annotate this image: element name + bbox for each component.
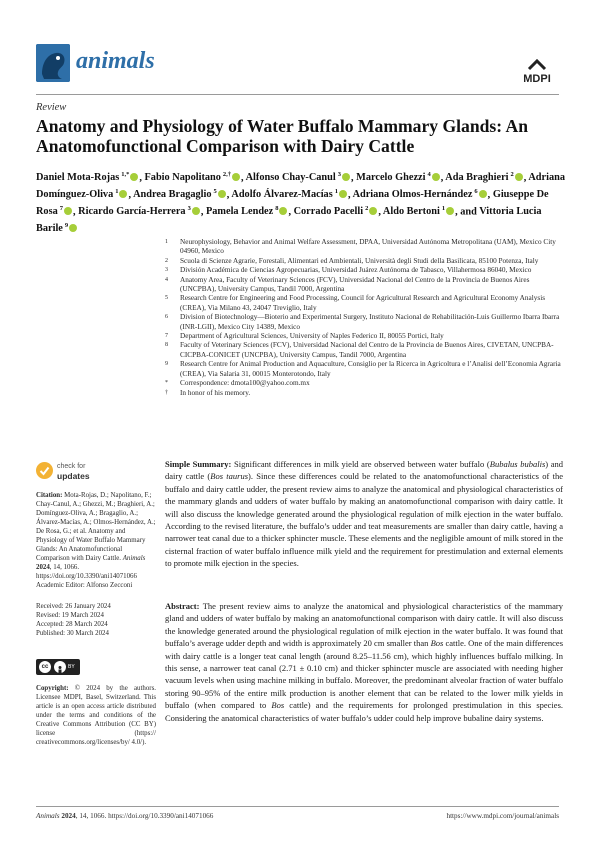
footer-citation — [36, 812, 213, 820]
affiliation-item — [165, 341, 563, 360]
citation-journal: Animals — [122, 555, 146, 562]
affiliation-item — [165, 266, 563, 275]
article-title: Anatomy and Physiology of Water Buffalo Mammary Glands: An Anatomofunctional Comparison with Dairy Cattle — [36, 116, 529, 156]
affiliation-item — [165, 294, 563, 313]
author-affiliation-mark: 3 — [187, 204, 191, 212]
author-name: Vittoria Lucia Barile — [36, 206, 542, 235]
journal-logo-icon — [36, 44, 70, 82]
author — [294, 206, 379, 217]
author-name: Adolfo Álvarez-Macías — [231, 189, 333, 201]
affiliation-text: Anatomy Area, Faculty of Veterinary Sciences (FCV), Universidad Nacional del Centro de la Provincia de Buenos Aires (UNCPBA), University Campus, Tandil 7000, Argentina — [180, 275, 530, 294]
affiliation-item — [165, 379, 563, 388]
person-icon — [54, 661, 66, 673]
author-affiliation-mark: 9 — [64, 221, 69, 229]
affiliation-number: * — [165, 380, 168, 387]
author-name: Pamela Lendez — [205, 206, 274, 218]
author — [383, 206, 455, 217]
author-name: Daniel Mota-Rojas — [36, 172, 120, 184]
simple-summary-text: ) and dairy cattle ( — [165, 459, 563, 482]
orcid-icon[interactable] — [119, 190, 127, 198]
footer-divider — [36, 806, 559, 807]
affiliation-number: 3 — [165, 267, 168, 274]
affiliation-list — [165, 238, 563, 398]
affiliation-text: Research Centre for Animal Production and Aquaculture, Consiglio per la Ricerca in Agricoltura e l’Analisi dell’Economia Agraria (CREA), Via Salaria 31, 00015 Monterotondo, Italy — [180, 360, 561, 378]
simple-summary-text: ). Since these differences could be related to the anatomofunctional characteristics of the buffalo and dairy cattle udder, the present review aims to analyze the anatomical and physiological characteristics of the mammary glands and udders of water buffalo by making an anatomofunctional comparison with dairy cattle. It will also discuss the knowledge generated around the physiological regulation of milk ejection in the water buffalo. According to the revised literature, the buffalo’s udder and teat measurements are smaller than dairy cattle, having a narrower teat canal due to a thicker sphincter muscle. These elements and the negligible amount of milk stored in the cisternal fraction of water buffalo influence milk yield and the requirement for prestimulation and external elements to promote milk ejection in the species. — [165, 471, 563, 569]
affiliation-number: 4 — [165, 276, 168, 283]
orcid-icon[interactable] — [130, 173, 138, 181]
author — [246, 172, 351, 183]
orcid-icon[interactable] — [69, 224, 77, 232]
author — [445, 172, 523, 183]
author-name: Marcelo Ghezzi — [356, 172, 426, 184]
footer-doi-link[interactable]: , 14, 1066. https://doi.org/10.3390/ani14071066 — [75, 812, 214, 820]
simple-summary — [165, 458, 563, 570]
author-affiliation-mark: 3 — [337, 171, 341, 178]
abstract-text: The present review aims to analyze the anatomical and physiological characteristics of the mammary gland and udders of water buffalo by making an anatomofunctional comparison with dairy cattle. It will also discuss the knowledge generated around the physiological regulation of milk ejection in the water buffalo. It was found that buffalo’s average udder depth and width is approximately 20 cm smaller than — [165, 601, 563, 649]
footer-journal-link[interactable]: https://www.mdpi.com/journal/animals — [446, 812, 559, 820]
author-affiliation-mark: 2 — [510, 171, 514, 178]
author-name: Giuseppe De Rosa — [36, 189, 549, 218]
simple-summary-text: Significant differences in milk yield are observed between water buffalo ( — [231, 459, 490, 469]
orcid-icon[interactable] — [339, 190, 347, 198]
affiliation-number: 5 — [165, 295, 168, 302]
affiliation-item — [165, 257, 563, 266]
species-name: Bubalus bubalis — [489, 459, 546, 469]
species-name: Bos taurus — [210, 471, 248, 482]
author-affiliation-mark: 1 — [115, 187, 119, 195]
orcid-icon[interactable] — [446, 207, 454, 215]
affiliation-number: 1 — [165, 239, 168, 245]
academic-editor: Academic Editor: Alfonso Zecconi — [36, 582, 133, 589]
author-affiliation-mark: 5 — [213, 187, 217, 195]
author-affiliation-mark: 2,† — [222, 171, 232, 178]
author — [133, 189, 227, 200]
affiliation-item — [165, 332, 563, 341]
author — [145, 172, 242, 183]
article-type: Review — [36, 102, 67, 113]
affiliation-number: 8 — [165, 342, 168, 349]
author — [353, 189, 488, 200]
revised-date: Revised: 19 March 2024 — [36, 612, 104, 619]
orcid-icon[interactable] — [342, 173, 350, 181]
genus-name: Bos — [430, 638, 444, 649]
footer-journal: Animals — [36, 812, 60, 820]
author-name: Ada Braghieri — [445, 172, 509, 184]
affiliation-number: 9 — [165, 361, 168, 368]
cc-by-license-badge[interactable] — [36, 659, 80, 675]
affiliation-text: Faculty of Veterinary Sciences (FCV), Universidad Nacional del Centro de la Provincia de Buenos Aires, CIVETAN, UNCPBA-CICPBA-CONICET (UNCPBA), University Campus, Tandil 7000, Argentina — [180, 341, 554, 359]
author-affiliation-mark: 7 — [59, 204, 63, 212]
genus-name: Bos — [271, 700, 285, 711]
affiliation-text: Department of Agricultural Sciences, University of Naples Federico II, 80055 Portici, Italy — [180, 332, 444, 341]
orcid-icon[interactable] — [515, 173, 523, 181]
author-affiliation-mark: 6 — [474, 187, 478, 195]
author — [206, 206, 288, 217]
author-affiliation-mark: 1,* — [121, 171, 130, 178]
author-affiliation-mark: 4 — [427, 171, 431, 178]
orcid-icon[interactable] — [369, 207, 377, 215]
affiliation-text: División Académica de Ciencias Agropecuarias, Universidad Juárez Autónoma de Tabasco, Villahermosa 86040, Mexico — [180, 266, 532, 275]
orcid-icon[interactable] — [432, 173, 440, 181]
journal-header — [36, 44, 559, 90]
author — [231, 189, 348, 200]
affiliation-item — [165, 360, 563, 379]
author-affiliation-mark: 2 — [365, 204, 369, 212]
author-name: Andrea Bragaglio — [133, 189, 212, 201]
author — [356, 172, 441, 183]
copyright-block — [36, 684, 156, 747]
affiliation-item — [165, 276, 563, 295]
author-name: Adriana Domínguez-Oliva — [36, 172, 565, 201]
author-name: Alfonso Chay-Canul — [245, 172, 336, 184]
affiliation-number: 2 — [165, 257, 168, 264]
header-divider — [36, 94, 559, 95]
affiliation-item — [165, 238, 563, 257]
author-name: Ricardo García-Herrera — [78, 206, 186, 218]
affiliation-item — [165, 389, 563, 398]
affiliation-text: Scuola di Scienze Agrarie, Forestali, Alimentari ed Ambientali, Università degli Studi della Basilicata, 85100 Potenza, Italy — [180, 256, 539, 265]
citation-year: 2024 — [36, 564, 50, 571]
affiliation-text: In honor of his memory. — [180, 388, 251, 397]
affiliation-text: Division of Biotechnology—Bioterio and Experimental Surgery, Instituto Nacional de Rehabilitación-Luis Guillermo Ibarra Ibarra (INR-LGII), Mexico City 14389, Mexico — [180, 313, 560, 331]
footer-year: 2024 — [61, 812, 76, 820]
author-affiliation-mark: 8 — [275, 204, 279, 212]
affiliation-item — [165, 313, 563, 332]
affiliation-number: 7 — [165, 333, 168, 340]
author-affiliation-mark: 1 — [441, 204, 446, 212]
copyright-label: Copyright: — [36, 685, 69, 692]
abstract-label: Abstract: — [165, 601, 200, 611]
author-name: Aldo Bertoni — [382, 206, 440, 218]
published-date: Published: 30 March 2024 — [36, 630, 109, 637]
author-affiliation-mark: 1 — [334, 187, 338, 195]
orcid-icon[interactable] — [479, 190, 487, 198]
citation-doi-link[interactable]: , 14, 1066. https://doi.org/10.3390/ani14071066 — [36, 564, 137, 580]
abstract-text: cattle) and the requirements for prolonged prestimulation in this species. Considering the anatomical characteristics of water buffalo’s udder could help improve bubaline dairy systems. — [165, 700, 563, 723]
affiliation-text: Correspondence: dmota100@yahoo.com.mx — [180, 379, 310, 388]
author — [78, 206, 201, 217]
orcid-icon[interactable] — [279, 207, 287, 215]
author-name: Fabio Napolitano — [144, 172, 221, 184]
check-updates-line1: check for — [57, 463, 86, 470]
citation-label: Citation: — [36, 492, 63, 499]
simple-summary-label: Simple Summary: — [165, 459, 232, 469]
author — [36, 172, 139, 183]
orcid-icon[interactable] — [218, 190, 226, 198]
received-date: Received: 26 January 2024 — [36, 603, 111, 610]
copyright-text: © 2024 by the authors. Licensee MDPI, Basel, Switzerland. This article is an open access article distributed under the terms and conditions of the Creative Commons Attribution (CC BY) license (https:// creativecommons.org/licenses/by/ 4.0/). — [36, 685, 156, 746]
mdpi-logo-text: MDPI — [523, 73, 551, 85]
orcid-icon[interactable] — [192, 207, 200, 215]
citation-text: Mota-Rojas, D.; Napolitano, F.; Chay-Canul, A.; Ghezzi, M.; Braghieri, A.; Domínguez-Oliva, A.; Bragaglio, A.; Álvarez-Macías, A.; Olmos-Hernández, A.; De Rosa, G.; et al. Anatomy and Physiology of Water Buffalo Mammary Glands: An Anatomofunctional Comparison with Dairy Cattle. — [36, 492, 156, 562]
check-updates-line2: updates — [57, 471, 90, 481]
author-name: Adriana Olmos-Hernández — [352, 189, 473, 201]
orcid-icon[interactable] — [232, 173, 240, 181]
orcid-icon[interactable] — [64, 207, 72, 215]
journal-name: animals — [76, 48, 155, 74]
cc-by-text: BY — [68, 664, 75, 670]
accepted-date: Accepted: 28 March 2024 — [36, 621, 108, 628]
author-name: Corrado Pacelli — [293, 206, 364, 218]
abstract — [165, 600, 563, 724]
affiliation-text: Research Centre for Engineering and Food Processing, Council for Agricultural Research and Agricultural Economy Analysis (CREA), Via Milano 43, 24047 Treviglio, Italy — [180, 294, 546, 312]
affiliation-text: Neurophysiology, Behavior and Animal Welfare Assessment, DPAA, Universidad Autónoma Metropolitana (UAM), Mexico City 04960, Mexico — [180, 238, 556, 256]
dates-block — [36, 602, 156, 638]
affiliation-number: 6 — [165, 314, 168, 321]
citation-block — [36, 491, 156, 581]
check-for-updates-button[interactable] — [36, 462, 116, 484]
abstract-text: cattle. One of the main differences with dairy cattle is a longer teat canal length (around 8.25–11.56 cm), which highly influences buffalo milking. In this sense, a narrower teat canal (2.71 ± 0.10 cm) and thicker sphincter muscle are associated with needing higher vacuum levels when using machine milking in buffalo. Moreover, the predominant alveolar fraction of water buffalo storing 90–95% of the entire milk production is another element that can be related to the lower milk yields in buffalo (when compared to — [165, 638, 564, 711]
affiliation-number: † — [165, 389, 168, 396]
check-updates-icon — [36, 462, 53, 479]
author-list: Daniel Mota-Rojas $^{1,*}$ , Fabio Napolitano $^{2,\dagger}$ , Alfonso Chay-Canul $^3$ , Marcelo Ghezzi $^4$ , Ada Braghieri $^2$ , Adriana Domínguez-Oliva $^1$ , Andrea Bragaglio $^5$ , Adolfo Álvarez-Macías $^1$ , Adriana Olmos-Hernández $^6$ , Giuseppe De Rosa $^7$ , Ricardo García-Herrera $^3$ , Pamela Lendez $^8$ , Corrado Pacelli $^2$ , Aldo Bertoni $^1$ , and Vittoria Lucia Barile $^9$ — [36, 171, 565, 235]
cc-icon: cc — [39, 661, 51, 673]
